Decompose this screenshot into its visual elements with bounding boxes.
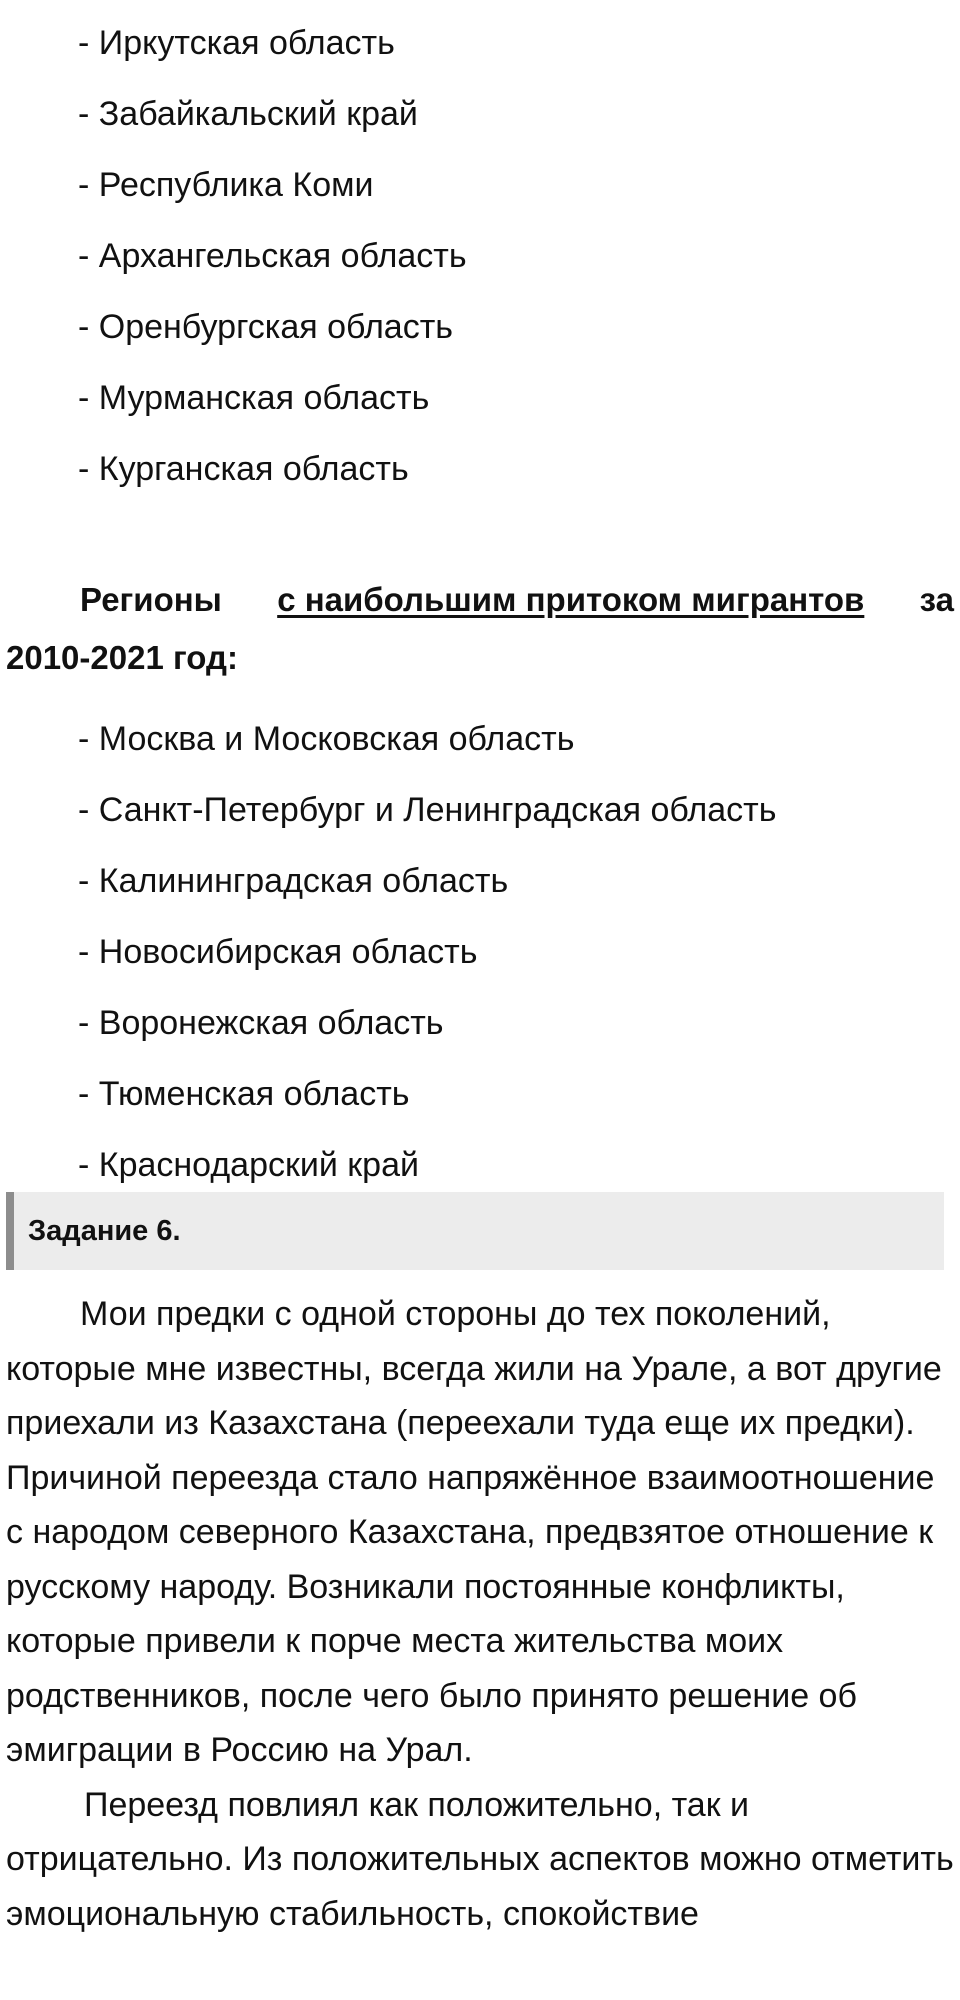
inflow-regions-list (78, 704, 776, 1201)
list-item: - Забайкальский край (78, 95, 418, 133)
answer-paragraph-1: Мои предки с одной стороны до тех поколений, которые мне известны, всегда жили на Урале, а вот другие приехали из Казахстана (переехали туда еще их предки). Причиной переезда стало напряжённое взаимоотношение с народом северного Казахстана, предвзятое отношение к русскому народу. Возникали постоянные конфликты, которые привели к порче места жительства моих родственников, после чего было принято решение об эмиграции в Россию на Урал. (6, 1295, 942, 1769)
list-item: - Курганская область (78, 450, 409, 488)
answer-text (6, 1287, 954, 1941)
answer-paragraph-2: Переезд повлиял как положительно, так и отрицательно. Из положительных аспектов можно отметить эмоциональную стабильность, спокойствие (6, 1785, 954, 1933)
list-item: - Москва и Московская область (78, 720, 575, 758)
list-item: - Санкт-Петербург и Ленинградская область (78, 791, 777, 829)
heading-line-1 (6, 571, 954, 629)
list-item: - Иркутская область (78, 24, 395, 62)
task-header-bar (6, 1192, 944, 1270)
list-item: - Архангельская область (78, 237, 467, 275)
task-title: Задание 6. (28, 1215, 181, 1247)
heading-suffix: за (919, 581, 954, 618)
list-item: - Республика Коми (78, 166, 374, 204)
outflow-regions-list (78, 8, 467, 505)
heading-line-2: 2010-2021 год: (6, 639, 238, 676)
list-item: - Оренбургская область (78, 308, 453, 346)
list-item: - Краснодарский край (78, 1146, 419, 1184)
list-item: - Калининградская область (78, 862, 509, 900)
list-item: - Мурманская область (78, 379, 430, 417)
list-item: - Тюменская область (78, 1075, 410, 1113)
heading-prefix: Регионы (80, 581, 222, 618)
list-item: - Воронежская область (78, 1004, 444, 1042)
list-item: - Новосибирская область (78, 933, 478, 971)
inflow-regions-heading (6, 571, 954, 687)
heading-underlined-phrase: с наибольшим притоком мигрантов (277, 581, 865, 618)
